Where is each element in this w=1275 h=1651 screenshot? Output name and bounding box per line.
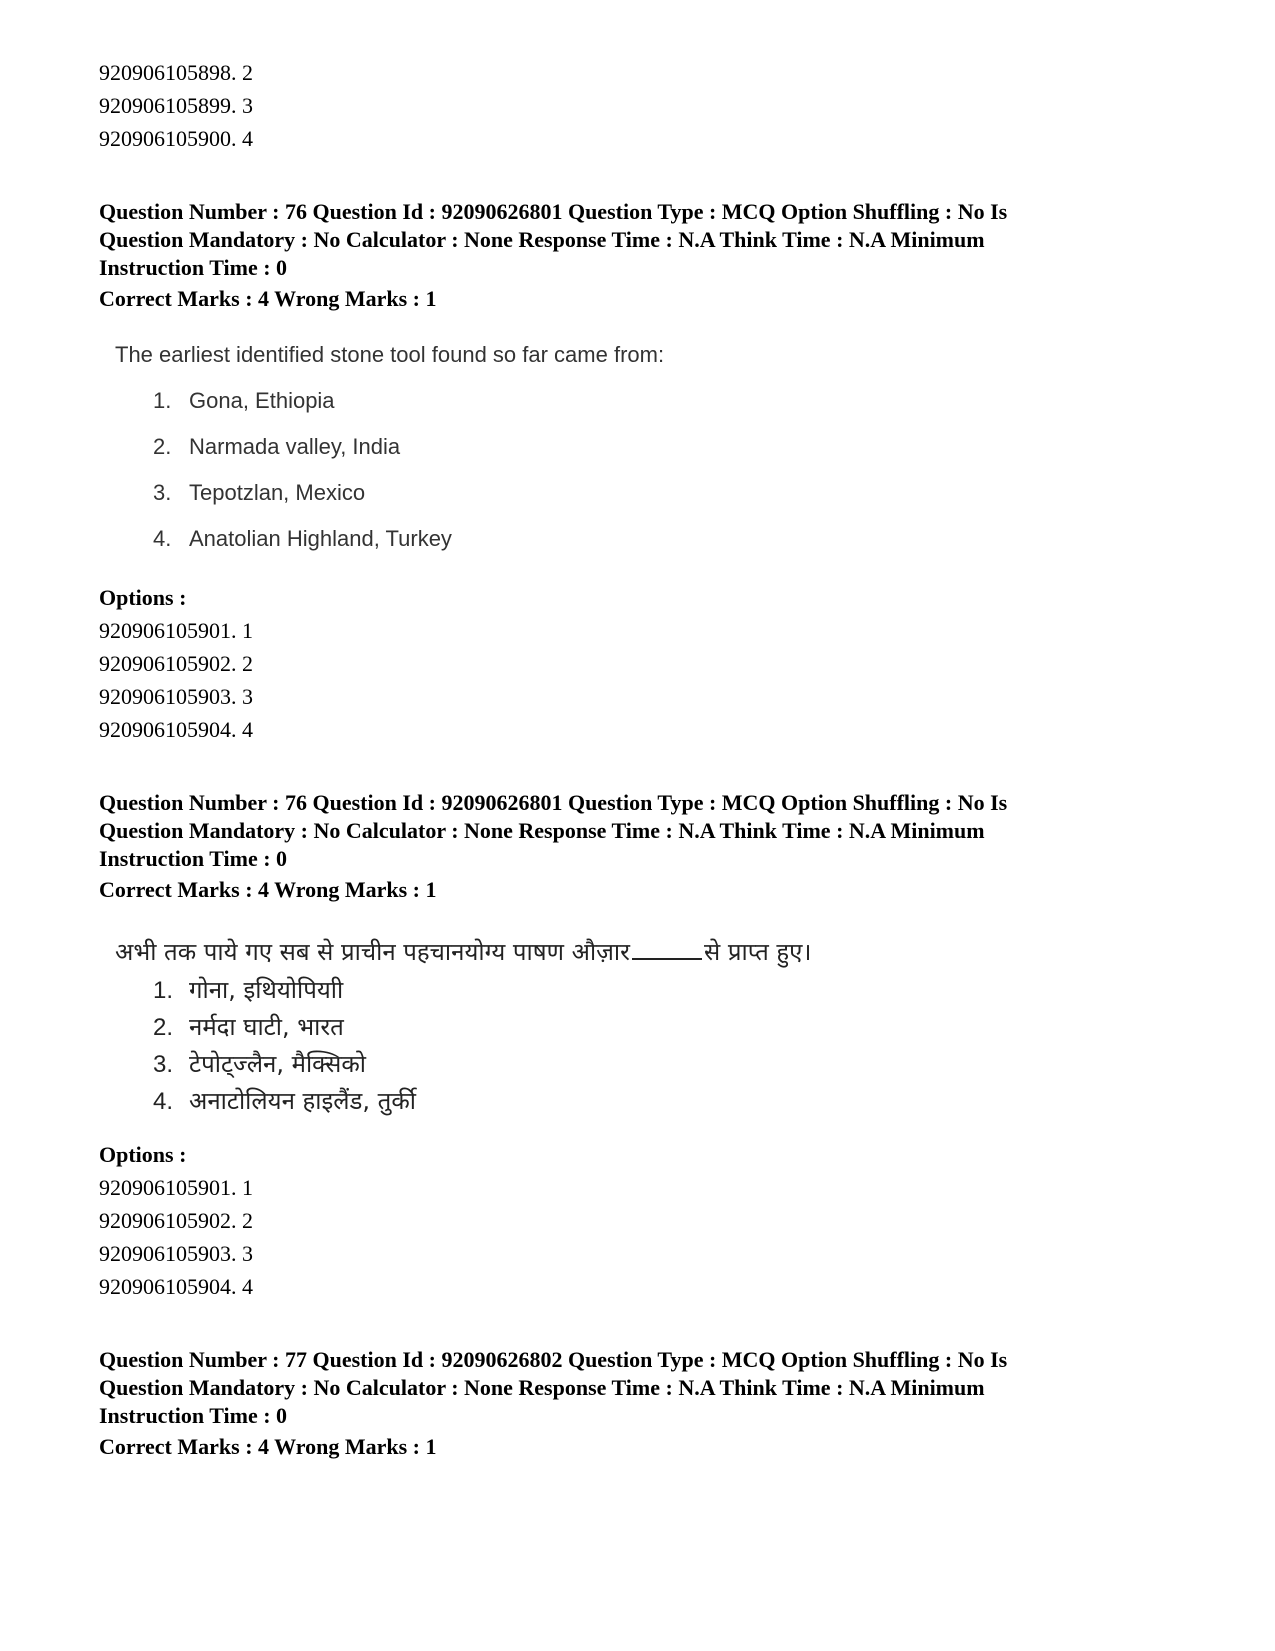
question-header-line: Question Mandatory : No Calculator : None Response Time : N.A Think Time : N.A Minimum [99, 818, 985, 843]
choice-text: Tepotzlan, Mexico [189, 480, 366, 505]
question-header-line: Question Mandatory : No Calculator : None Response Time : N.A Think Time : N.A Minimum [99, 227, 985, 252]
option-line: 920906105900. 4 [99, 126, 253, 151]
fill-blank [632, 938, 702, 960]
choice-number: 3. [153, 480, 172, 505]
question-header-line: Instruction Time : 0 [99, 1403, 288, 1428]
option-line: 920906105898. 2 [99, 60, 253, 85]
choice-item [153, 526, 452, 552]
question-header-line: Instruction Time : 0 [99, 255, 288, 280]
question-stem-part: से प्राप्त हुए। [703, 938, 812, 966]
question-stem [115, 938, 812, 966]
choice-item [153, 434, 400, 460]
choice-number: 4. [153, 526, 172, 551]
choice-text: Narmada valley, India [189, 434, 401, 459]
option-line: 920906105904. 4 [99, 1274, 253, 1299]
choice-text: टेपोट्ज्लैन, मैक्सिको [189, 1050, 366, 1078]
question-header-line: Instruction Time : 0 [99, 846, 288, 871]
choice-text: अनाटोलियन हाइलैंड, तुर्की [189, 1087, 416, 1115]
option-line: 920906105899. 3 [99, 93, 253, 118]
marks-line: Correct Marks : 4 Wrong Marks : 1 [99, 286, 437, 311]
question-header-line: Question Number : 76 Question Id : 92090626801 Question Type : MCQ Option Shuffling : No Is [99, 790, 1008, 815]
question-stem-part: अभी तक पाये गए सब से प्राचीन पहचानयोग्य पाषण औज़ार [115, 938, 630, 966]
choice-text: Anatolian Highland, Turkey [189, 526, 452, 551]
question-header-line: Question Number : 76 Question Id : 92090626801 Question Type : MCQ Option Shuffling : No Is [99, 199, 1008, 224]
options-label: Options : [99, 1142, 187, 1167]
option-line: 920906105904. 4 [99, 717, 253, 742]
question-header [99, 1346, 1179, 1430]
option-line: 920906105903. 3 [99, 1241, 253, 1266]
marks-line: Correct Marks : 4 Wrong Marks : 1 [99, 1434, 437, 1459]
choice-item [153, 1087, 416, 1116]
choice-text: Gona, Ethiopia [189, 388, 335, 413]
choice-number: 1. [153, 977, 174, 1004]
question-header-line: Question Number : 77 Question Id : 92090626802 Question Type : MCQ Option Shuffling : No Is [99, 1347, 1008, 1372]
question-header [99, 789, 1179, 873]
option-line: 920906105902. 2 [99, 1208, 253, 1233]
question-text-hindi [115, 938, 812, 1115]
choice-number: 4. [153, 1088, 174, 1115]
choice-number: 2. [153, 434, 172, 459]
choice-number: 3. [153, 1051, 174, 1078]
choice-text: नर्मदा घाटी, भारत [189, 1013, 344, 1041]
question-header [99, 198, 1179, 282]
choice-number: 1. [153, 388, 172, 413]
marks-line: Correct Marks : 4 Wrong Marks : 1 [99, 877, 437, 902]
choice-text: गोना, इथियोपियाी [189, 976, 344, 1004]
choice-item [153, 388, 335, 414]
option-line: 920906105902. 2 [99, 651, 253, 676]
question-text-english [115, 342, 665, 551]
option-line: 920906105903. 3 [99, 684, 253, 709]
options-label: Options : [99, 585, 187, 610]
choice-item [153, 1050, 366, 1079]
question-header-line: Question Mandatory : No Calculator : None Response Time : N.A Think Time : N.A Minimum [99, 1375, 985, 1400]
choice-item [153, 976, 343, 1005]
option-line: 920906105901. 1 [99, 1175, 253, 1200]
choice-item [153, 1013, 344, 1042]
choice-number: 2. [153, 1014, 174, 1041]
choice-item [153, 480, 365, 506]
option-line: 920906105901. 1 [99, 618, 253, 643]
question-stem: The earliest identified stone tool found so far came from: [115, 342, 665, 367]
